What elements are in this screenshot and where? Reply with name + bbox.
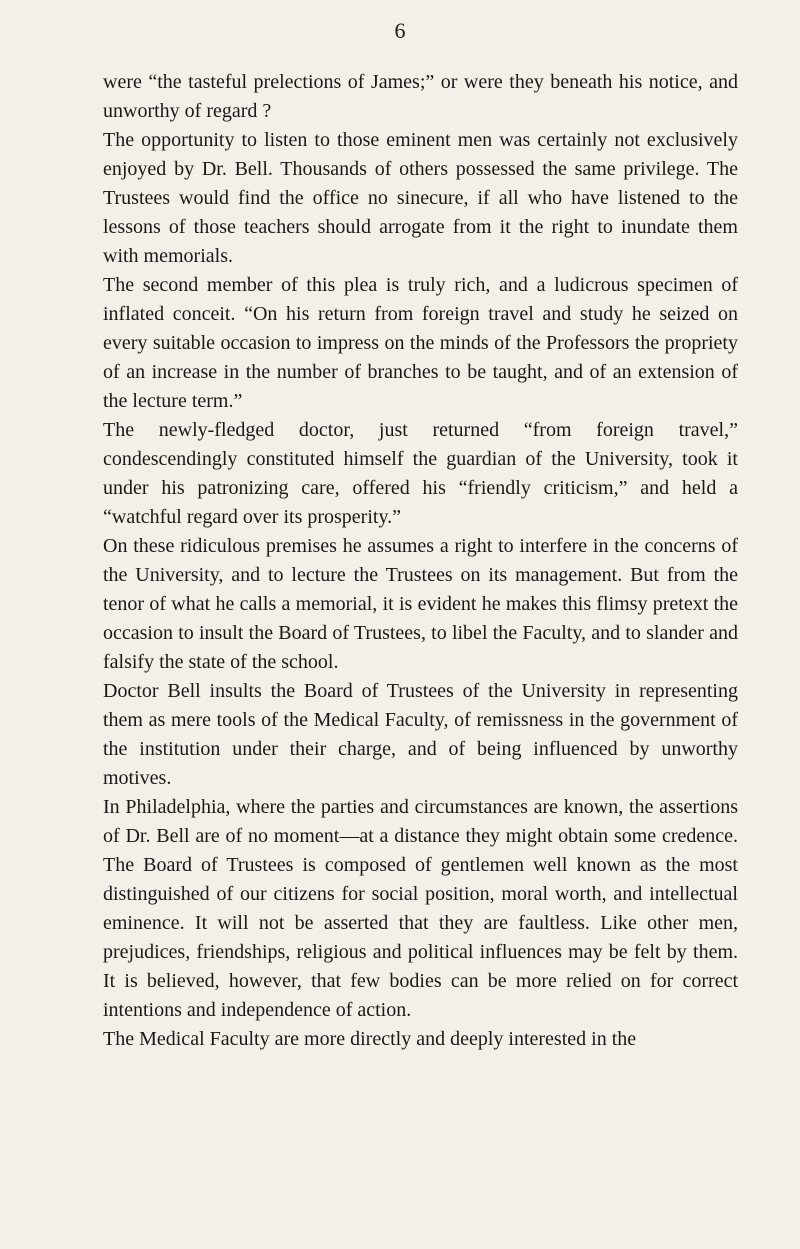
body-text	[103, 68, 738, 1054]
paragraph: Doctor Bell insults the Board of Trustees of the University in representing them as mere tools of the Medical Faculty, of remissness in the government of the institution under their charge, and of being influenced by unworthy motives.	[103, 680, 738, 789]
paragraph: The second member of this plea is truly rich, and a ludicrous specimen of inflated conceit. “On his return from foreign travel and study he seized on every suitable occasion to impress on the minds of the Professors the propriety of an increase in the number of branches to be taught, and of an extension of the lecture term.”	[103, 274, 738, 412]
paragraph: The opportunity to listen to those eminent men was certainly not exclusively enjoyed by Dr. Bell. Thousands of others possessed the same privilege. The Trustees would find the office no sinecure, if all who have listened to the lessons of those teachers should arrogate from it the right to inundate them with memorials.	[103, 129, 738, 267]
paragraph: The Medical Faculty are more directly and deeply interested in the	[103, 1028, 637, 1050]
paragraph: On these ridiculous premises he assumes a right to interfere in the concerns of the University, and to lecture the Trustees on its management. But from the tenor of what he calls a memorial, it is evident he makes this flimsy pretext the occasion to insult the Board of Trustees, to libel the Faculty, and to slander and falsify the state of the school.	[103, 535, 738, 673]
paragraph: were “the tasteful prelections of James;” or were they beneath his notice, and unworthy of regard ?	[103, 71, 738, 122]
page-number: 6	[394, 18, 406, 43]
paragraph: The newly-fledged doctor, just returned “from foreign travel,” condescendingly constituted himself the guardian of the University, took it under his patronizing care, offered his “friendly criticism,” and held a “watchful regard over its prosperity.”	[103, 419, 738, 528]
paragraph: In Philadelphia, where the parties and circumstances are known, the assertions of Dr. Bell are of no moment—at a distance they might obtain some credence. The Board of Trustees is composed of gentlemen well known as the most distinguished of our citizens for social position, moral worth, and intellectual eminence. It will not be asserted that they are faultless. Like other men, prejudices, friendships, religious and political influences may be felt by them. It is believed, however, that few bodies can be more relied on for correct intentions and independence of action.	[103, 796, 738, 1021]
